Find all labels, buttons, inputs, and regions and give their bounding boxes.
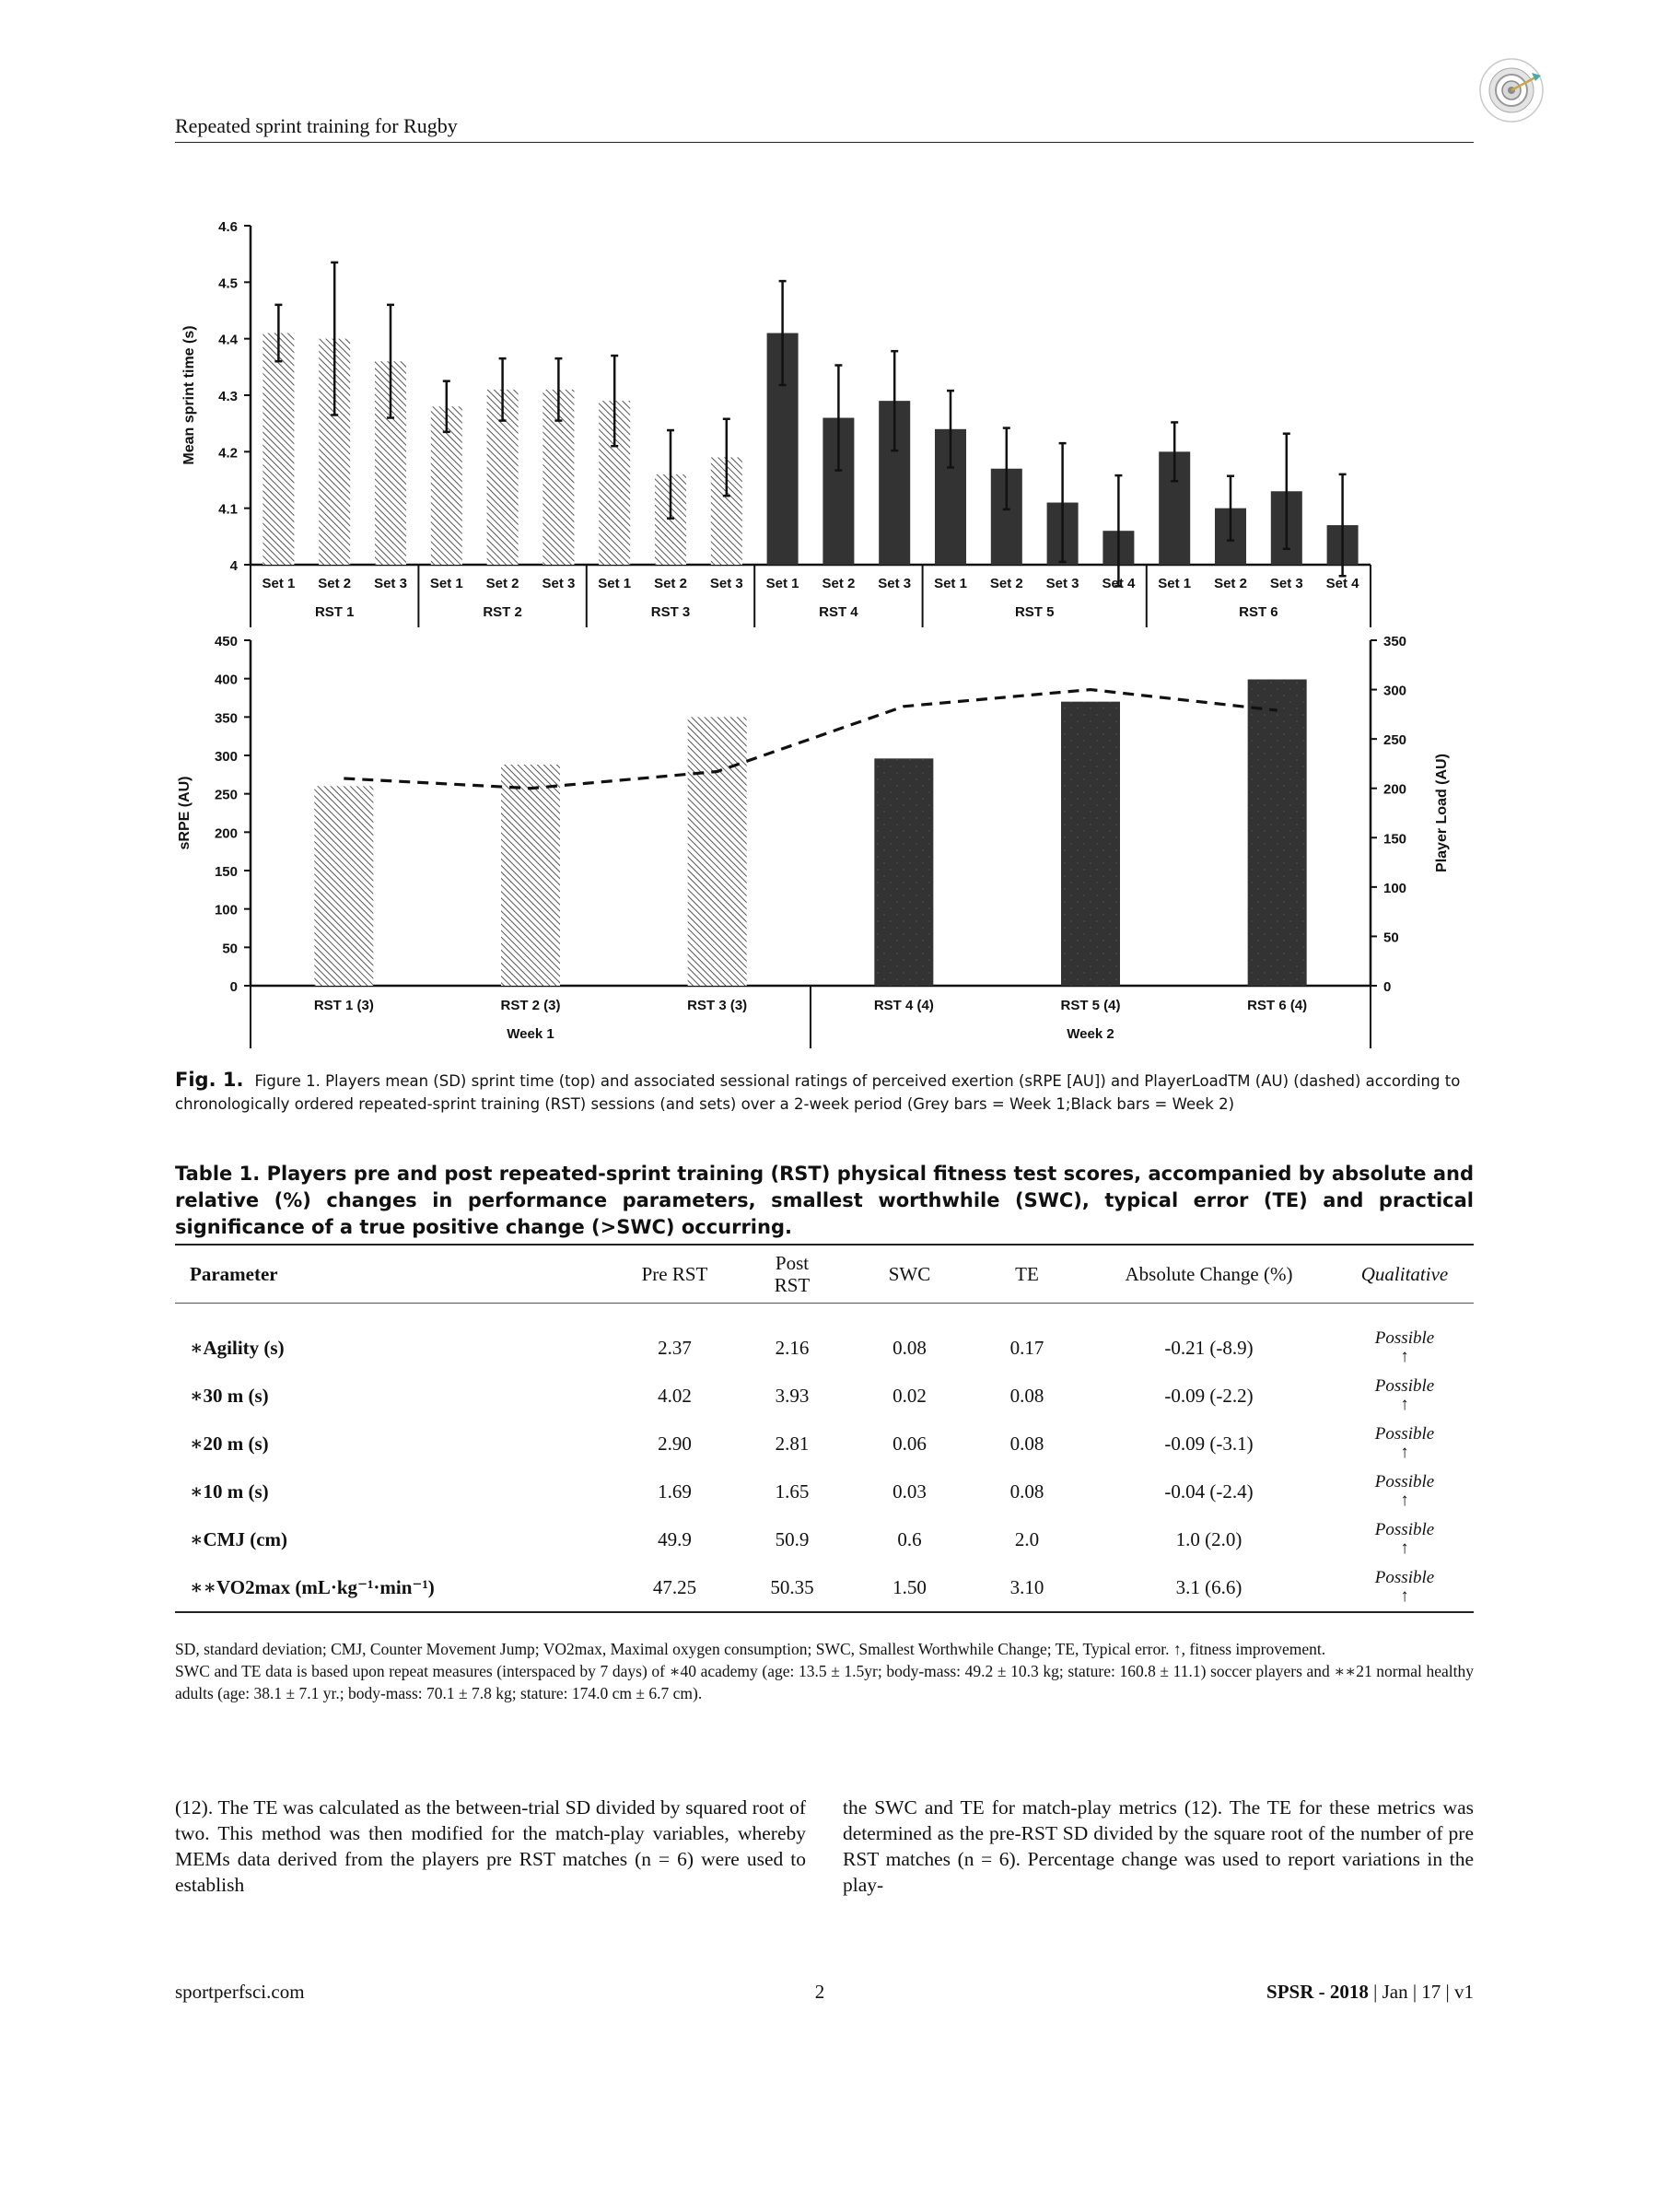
cell-swc: 0.03 (892, 1479, 927, 1503)
up-arrow-icon: ↑ (1400, 1491, 1409, 1510)
week-label: Week 1 (507, 1026, 554, 1042)
y-left-tick-label: 350 (214, 710, 238, 727)
cell-post: 3.93 (775, 1384, 810, 1407)
cell-post: 2.81 (775, 1432, 810, 1455)
qualitative-text: Possible (1374, 1424, 1435, 1444)
set-label: Set 3 (374, 576, 407, 591)
header-te: TE (972, 1245, 1082, 1304)
cell-change: -0.09 (-2.2) (1164, 1384, 1254, 1407)
sport-performance-science-reports-logo-icon (1478, 57, 1545, 123)
running-header (175, 114, 1474, 143)
cell-qualitative (1336, 1304, 1474, 1373)
footer-details: | Jan | 17 | v1 (1368, 1981, 1474, 2003)
cell-qualitative (1336, 1468, 1474, 1515)
srpe-bar (314, 786, 373, 986)
session-label: RST 4 (819, 604, 858, 620)
cell-te: 3.10 (972, 1563, 1082, 1612)
qualitative-text: Possible (1374, 1520, 1435, 1539)
cell-parameter: ∗Agility (s) (190, 1337, 285, 1359)
up-arrow-icon: ↑ (1400, 1586, 1409, 1606)
srpe-bar (1061, 702, 1120, 986)
srpe-bar (874, 758, 933, 986)
cell-swc: 0.08 (892, 1336, 927, 1359)
header-parameter: Parameter (175, 1245, 612, 1304)
table-row (175, 1468, 1474, 1515)
y-right-axis-title: Player Load (AU) (1434, 754, 1450, 872)
body-text-left-column: (12). The TE was calculated as the between-trial SD divided by squared root of two. This method was then modified for the match-play variables, whereby MEMs data derived from the players pre RST matches (n = 6) were used to establish (175, 1796, 806, 1896)
running-title: Repeated sprint training for Rugby (175, 114, 458, 137)
cell-pre: 1.69 (658, 1479, 692, 1503)
header-swc: SWC (847, 1245, 972, 1304)
cell-te: 0.08 (1009, 1432, 1044, 1455)
y-left-axis-title: sRPE (AU) (177, 776, 192, 850)
y-left-tick-label: 150 (214, 864, 238, 880)
y-right-tick-label: 300 (1383, 683, 1407, 699)
y-axis-title: Mean sprint time (s) (181, 325, 197, 465)
table-header-row (175, 1245, 1474, 1304)
y-tick-label: 4.4 (218, 332, 238, 348)
y-left-tick-label: 50 (222, 941, 238, 957)
session-label: RST 2 (483, 604, 522, 620)
cell-change: -0.09 (-3.1) (1164, 1432, 1254, 1455)
y-tick-label: 4.5 (218, 275, 238, 292)
y-left-tick-label: 100 (214, 902, 238, 918)
cell-post: 2.16 (775, 1336, 810, 1359)
set-label: Set 1 (429, 576, 463, 591)
set-label: Set 2 (1214, 576, 1247, 591)
header-absolute-change: Absolute Change (%) (1082, 1245, 1336, 1304)
up-arrow-icon: ↑ (1400, 1347, 1409, 1366)
cell-swc: 1.50 (847, 1563, 972, 1612)
footer-page-number: 2 (814, 1981, 825, 2003)
cell-change: 3.1 (6.6) (1082, 1563, 1336, 1612)
fitness-results-table (175, 1244, 1474, 1613)
set-label: Set 2 (654, 576, 687, 591)
y-left-tick-label: 250 (214, 787, 238, 803)
player-load-line (344, 690, 1277, 789)
cell-pre: 2.90 (658, 1432, 692, 1455)
y-tick-label: 4.3 (218, 389, 238, 404)
cell-swc: 0.06 (892, 1432, 927, 1455)
cell-parameter: ∗10 m (s) (190, 1480, 269, 1503)
srpe-player-load-chart (166, 622, 1474, 1055)
week-label: Week 2 (1067, 1026, 1114, 1042)
cell-qualitative (1336, 1515, 1474, 1563)
set-label: Set 1 (598, 576, 632, 591)
session-label: RST 6 (1239, 604, 1278, 620)
cell-qualitative (1336, 1563, 1474, 1612)
y-left-tick-label: 300 (214, 749, 238, 765)
y-tick-label: 4.1 (218, 501, 238, 518)
cell-parameter: ∗20 m (s) (190, 1433, 269, 1455)
table-row (175, 1515, 1474, 1563)
y-tick-label: 4.6 (218, 219, 238, 235)
cell-pre: 2.37 (658, 1336, 692, 1359)
y-right-tick-label: 250 (1383, 732, 1407, 749)
figure-caption-text: Figure 1. Players mean (SD) sprint time (top) and associated sessional ratings of perceived exertion (sRPE [AU]) and PlayerLoadTM (AU) (dashed) according to chronologically ordered repeated-sprint training (RST) sessions (and sets) over a 2-week period (Grey bars = Week 1;Black bars = Week 2) (175, 1072, 1461, 1113)
set-label: Set 3 (878, 576, 912, 591)
session-label: RST 5 (1014, 604, 1055, 620)
set-label: Set 2 (989, 576, 1023, 591)
table-note-swc-te: SWC and TE data is based upon repeat measures (interspaced by 7 days) of ∗40 academy (age: 13.5 ± 1.5yr; body-mass: 49.2 ± 10.3 kg; stature: 160.8 ± 11.1) soccer players and ∗∗21 normal healthy adults (age: 38.1 ± 7.1 yr.; body-mass: 70.1 ± 7.8 kg; stature: 174.0 cm ± 6.7 cm). (175, 1662, 1474, 1702)
category-label: RST 5 (4) (1060, 998, 1121, 1013)
y-tick-label: 4.2 (218, 445, 238, 462)
table-caption: Table 1. Players pre and post repeated-sprint training (RST) physical fitness test scores, accompanied by absolute and relative (%) changes in performance parameters, smallest worthwhile (SWC), typical error (TE) and practical significance of a true positive change (>SWC) occurring. (175, 1163, 1474, 1238)
qualitative-text: Possible (1374, 1472, 1435, 1491)
header-post-rst (737, 1245, 847, 1304)
srpe-bar (1248, 680, 1307, 987)
cell-te: 0.08 (1009, 1384, 1044, 1407)
set-label: Set 2 (318, 576, 352, 591)
body-text-right-column: the SWC and TE for match-play metrics (12). The TE for these metrics was determined as the pre-RST SD divided by the square root of the number of pre RST matches (n = 6). Percentage change was used to report variations in the play- (843, 1796, 1474, 1896)
session-label: RST 1 (314, 604, 355, 620)
category-label: RST 6 (4) (1247, 998, 1308, 1013)
category-label: RST 1 (3) (313, 998, 374, 1013)
sprint-time-bar-chart (166, 212, 1400, 636)
cell-parameter: ∗∗VO2max (mL·kg⁻¹·min⁻¹) (175, 1563, 612, 1612)
footer-journal-info (1013, 1981, 1474, 2004)
y-left-tick-label: 0 (229, 979, 238, 995)
table-row (175, 1372, 1474, 1420)
footer-journal: SPSR - 2018 (1266, 1981, 1369, 2003)
header-post-line1: Post (775, 1252, 810, 1274)
y-right-tick-label: 350 (1383, 634, 1407, 649)
y-right-tick-label: 200 (1383, 781, 1407, 798)
cell-te: 0.17 (1009, 1336, 1044, 1359)
header-pre-rst: Pre RST (612, 1245, 737, 1304)
y-tick-label: 4 (229, 558, 238, 574)
set-label: Set 4 (1325, 576, 1359, 591)
set-label: Set 3 (1045, 576, 1079, 591)
y-left-tick-label: 450 (214, 634, 238, 649)
cell-qualitative (1336, 1420, 1474, 1468)
set-label: Set 1 (765, 576, 799, 591)
table-note-abbreviations: SD, standard deviation; CMJ, Counter Movement Jump; VO2max, Maximal oxygen consumption; SWC, Smallest Worthwhile Change; TE, Typical error. ↑, fitness improvement. (175, 1640, 1326, 1658)
category-label: RST 2 (3) (500, 998, 561, 1013)
y-left-tick-label: 400 (214, 672, 238, 688)
cell-qualitative (1336, 1372, 1474, 1420)
set-label: Set 4 (1102, 576, 1136, 591)
footer-website: sportperfsci.com (175, 1981, 305, 2003)
y-right-tick-label: 50 (1383, 930, 1399, 946)
cell-swc: 0.6 (897, 1527, 922, 1550)
set-label: Set 3 (709, 576, 743, 591)
y-right-tick-label: 100 (1383, 880, 1407, 896)
set-label: Set 2 (485, 576, 519, 591)
set-label: Set 1 (934, 576, 967, 591)
table-row (175, 1563, 1474, 1612)
cell-post: 50.9 (775, 1527, 810, 1550)
header-post-line2: RST (774, 1274, 811, 1296)
set-label: Set 1 (1158, 576, 1192, 591)
cell-change: -0.21 (-8.9) (1164, 1336, 1254, 1359)
cell-pre: 47.25 (612, 1563, 737, 1612)
header-qualitative: Qualitative (1336, 1245, 1474, 1304)
cell-post: 1.65 (775, 1479, 810, 1503)
set-label: Set 1 (262, 576, 296, 591)
session-label: RST 3 (650, 604, 691, 620)
figure-caption (175, 1069, 1474, 1116)
up-arrow-icon: ↑ (1400, 1443, 1409, 1462)
set-label: Set 3 (542, 576, 576, 591)
cell-te: 0.08 (1009, 1479, 1044, 1503)
cell-te: 2.0 (1014, 1527, 1040, 1550)
cell-parameter: ∗30 m (s) (190, 1385, 269, 1407)
cell-pre: 49.9 (658, 1527, 692, 1550)
qualitative-text: Possible (1374, 1376, 1435, 1396)
qualitative-text: Possible (1374, 1568, 1435, 1587)
y-left-tick-label: 200 (214, 825, 238, 842)
cell-change: 1.0 (2.0) (1175, 1527, 1242, 1550)
bar (262, 333, 294, 565)
cell-pre: 4.02 (658, 1384, 692, 1407)
cell-post: 50.35 (737, 1563, 847, 1612)
table-notes (175, 1638, 1474, 1704)
table-row (175, 1304, 1474, 1373)
set-label: Set 3 (1269, 576, 1303, 591)
cell-parameter: ∗CMJ (cm) (190, 1528, 288, 1550)
table-row (175, 1420, 1474, 1468)
y-right-tick-label: 0 (1383, 979, 1392, 995)
y-right-tick-label: 150 (1383, 831, 1407, 848)
up-arrow-icon: ↑ (1400, 1538, 1409, 1558)
up-arrow-icon: ↑ (1400, 1395, 1409, 1414)
cell-change: -0.04 (-2.4) (1164, 1479, 1254, 1503)
category-label: RST 3 (3) (687, 998, 748, 1013)
figure-label: Fig. 1. (175, 1069, 244, 1091)
srpe-bar (501, 765, 560, 986)
category-label: RST 4 (4) (873, 998, 934, 1013)
srpe-bar (688, 717, 747, 986)
qualitative-text: Possible (1374, 1328, 1435, 1348)
set-label: Set 2 (822, 576, 856, 591)
cell-swc: 0.02 (892, 1384, 927, 1407)
